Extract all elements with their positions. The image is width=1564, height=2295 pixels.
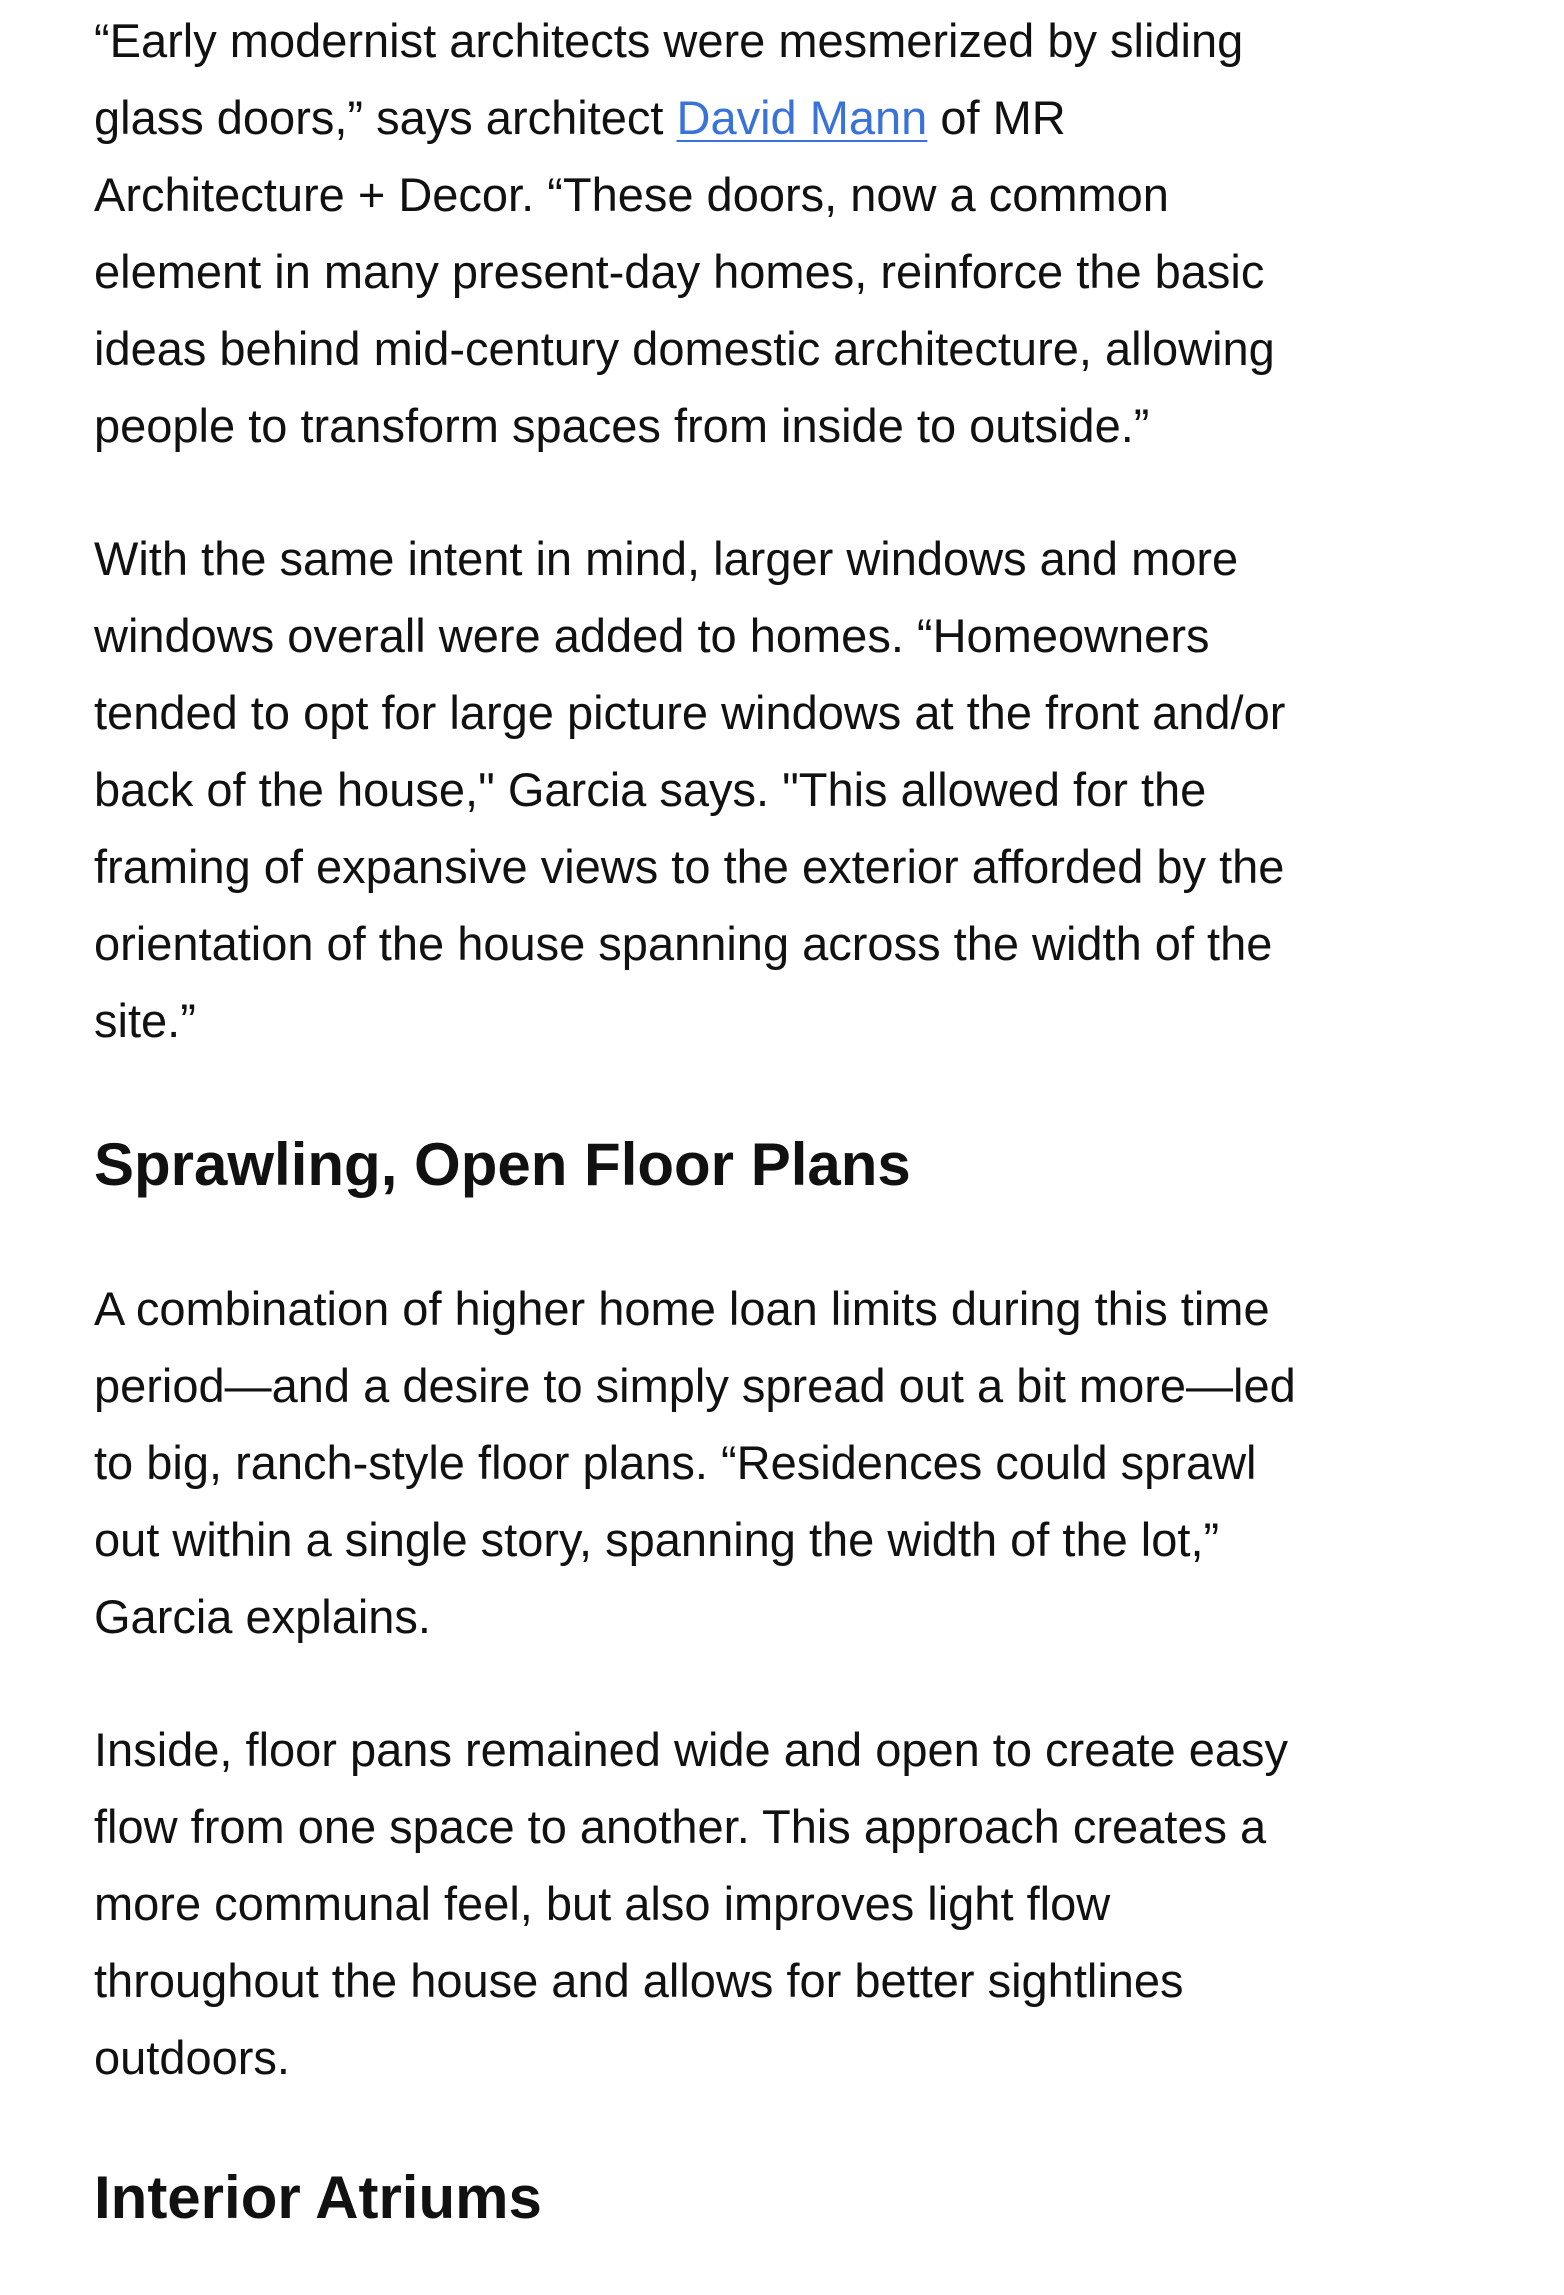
text-line: out within a single story, spanning the width of the lot,” [94, 1513, 1220, 1566]
paragraph-open-flow [94, 1711, 1484, 2096]
text-line: orientation of the house spanning across the width of the [94, 917, 1273, 970]
text-line: throughout the house and allows for better sightlines [94, 1954, 1184, 2007]
text-line [94, 79, 1484, 156]
text-line: element in many present-day homes, reinforce the basic [94, 245, 1265, 298]
paragraph-windows [94, 520, 1484, 1059]
text-line: A combination of higher home loan limits during this time [94, 1282, 1270, 1335]
paragraph-ranch-style [94, 1270, 1484, 1655]
text-segment: glass doors,” says architect [94, 91, 677, 144]
text-line: With the same intent in mind, larger windows and more [94, 532, 1239, 585]
text-line: windows overall were added to homes. “Homeowners [94, 609, 1210, 662]
text-line: framing of expansive views to the exterior afforded by the [94, 840, 1285, 893]
david-mann-link[interactable]: David Mann [676, 91, 928, 144]
text-line: to big, ranch-style floor plans. “Residences could sprawl [94, 1436, 1257, 1489]
text-line: back of the house," Garcia says. "This allowed for the [94, 763, 1207, 816]
paragraph-sliding-doors [94, 2, 1484, 464]
text-line: Garcia explains. [94, 1590, 431, 1643]
text-line: site.” [94, 994, 196, 1047]
text-line: Inside, floor pans remained wide and open to create easy [94, 1723, 1289, 1776]
text-line: period—and a desire to simply spread out a bit more—led [94, 1359, 1296, 1412]
text-line: “Early modernist architects were mesmerized by sliding [94, 14, 1244, 67]
section-heading-floor-plans: Sprawling, Open Floor Plans [94, 1131, 911, 1198]
section-heading-atriums: Interior Atriums [94, 2164, 542, 2231]
text-line: people to transform spaces from inside to outside.” [94, 399, 1150, 452]
text-line: Architecture + Decor. “These doors, now a common [94, 168, 1169, 221]
text-segment: of MR [927, 91, 1066, 144]
text-line: outdoors. [94, 2031, 290, 2084]
text-line: more communal feel, but also improves light flow [94, 1877, 1111, 1930]
text-line: flow from one space to another. This approach creates a [94, 1800, 1267, 1853]
text-line: tended to opt for large picture windows at the front and/or [94, 686, 1286, 739]
text-line: ideas behind mid-century domestic architecture, allowing [94, 322, 1275, 375]
